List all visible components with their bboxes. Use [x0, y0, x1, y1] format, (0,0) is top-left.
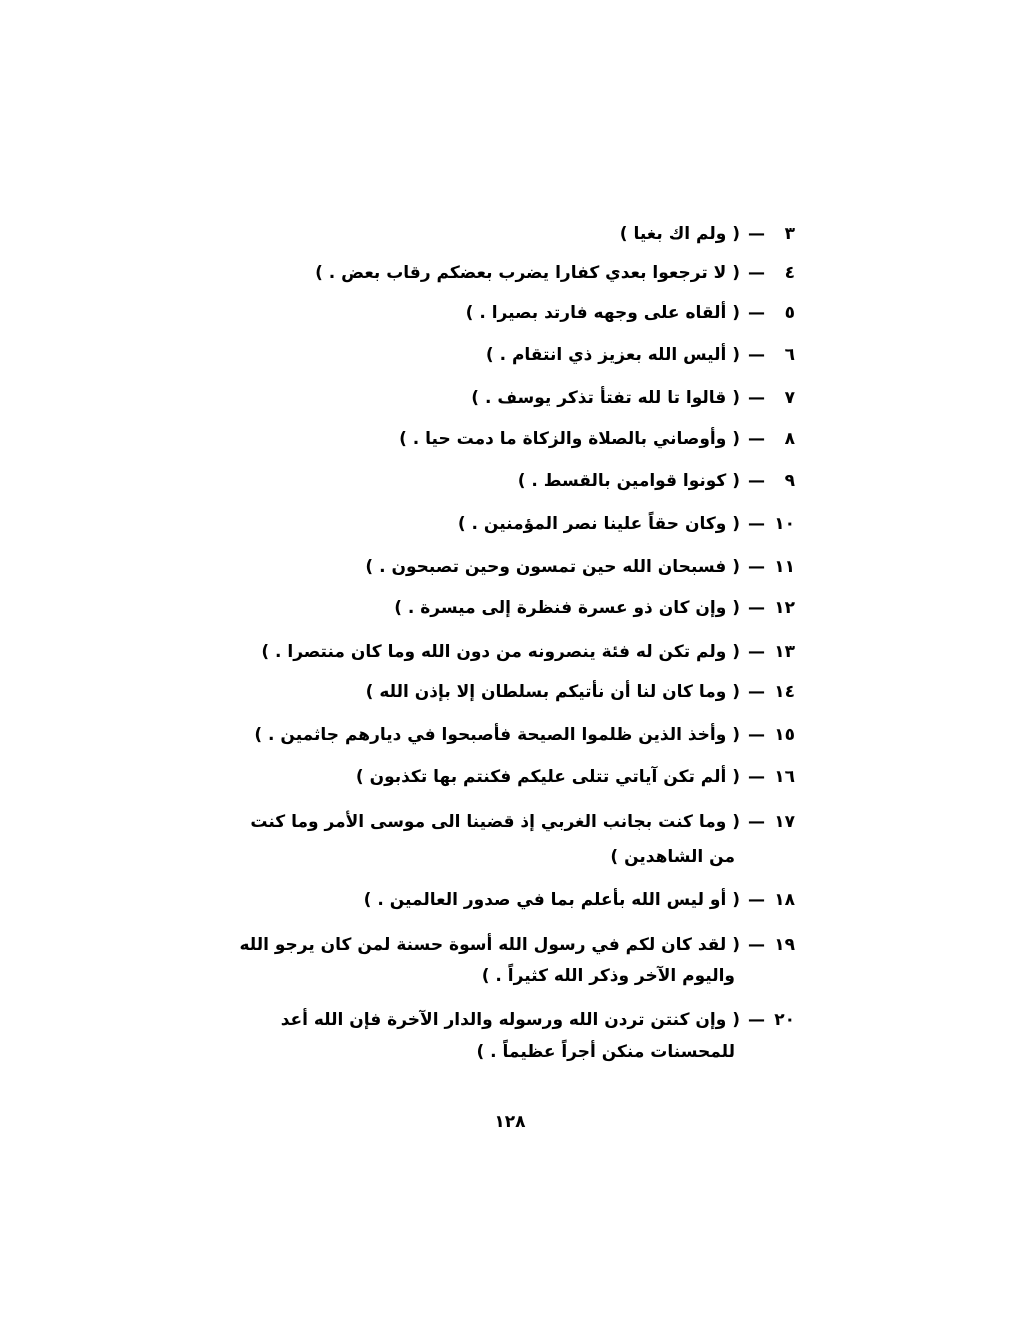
item-number: ٩	[784, 471, 795, 491]
item-text: ( وإن كنتن تردن الله ورسوله والدار الآخرة فإن الله أعد	[280, 1010, 740, 1030]
item-number: ١٨	[774, 890, 795, 910]
list-item-continuation: واليوم الآخر وذكر الله كثيراً . )	[481, 966, 735, 986]
list-item	[366, 678, 795, 706]
item-text: ( ولم تكن له فئة ينصرونه من دون الله وما كان منتصرا . )	[261, 642, 740, 662]
item-text: ( لقد كان لكم في رسول الله أسوة حسنة لمن كان يرجو الله	[239, 935, 740, 955]
list-item	[486, 341, 795, 369]
item-dash: —	[748, 263, 765, 283]
item-number: ٧	[784, 388, 795, 408]
list-item	[365, 553, 795, 581]
list-item	[261, 638, 795, 666]
item-dash: —	[748, 1010, 765, 1030]
item-number: ١٧	[774, 812, 795, 832]
item-number: ١٤	[774, 682, 795, 702]
list-item	[399, 425, 795, 453]
item-number: ٨	[784, 429, 795, 449]
list-item	[466, 299, 795, 327]
list-item	[471, 384, 795, 412]
list-item	[364, 886, 795, 914]
item-dash: —	[748, 642, 765, 662]
item-number: ٢٠	[774, 1010, 795, 1030]
item-text: ( وما كنت بجانب الغربي إذ قضينا الى موسى الأمر وما كنت	[250, 812, 740, 832]
item-dash: —	[748, 224, 765, 244]
list-item	[458, 510, 795, 538]
list-item	[356, 763, 795, 791]
item-number: ٣	[784, 224, 795, 244]
list-item-continuation: للمحسنات منكن أجراً عظيماً . )	[476, 1042, 735, 1062]
list-item	[620, 220, 795, 248]
item-dash: —	[748, 388, 765, 408]
item-text: ( قالوا تا لله تفتأ تذكر يوسف . )	[471, 388, 740, 408]
item-dash: —	[748, 557, 765, 577]
item-dash: —	[748, 345, 765, 365]
item-text: ( كونوا قوامين بالقسط . )	[517, 471, 740, 491]
item-text: ( ألم تكن آياتي تتلى عليكم فكنتم بها تكذبون )	[355, 767, 740, 787]
item-number: ١٥	[774, 725, 795, 745]
item-dash: —	[748, 303, 765, 323]
item-text: ( وأوصاني بالصلاة والزكاة ما دمت حيا . )	[399, 429, 740, 449]
item-dash: —	[748, 725, 765, 745]
item-text: ( فسبحان الله حين تمسون وحين تصبحون . )	[365, 557, 740, 577]
item-number: ١٢	[774, 598, 795, 618]
item-text: ( ولم اك بغيا )	[619, 224, 740, 244]
item-text: ( لا ترجعوا بعدي كفارا يضرب بعضكم رقاب بعض . )	[315, 263, 740, 283]
item-number: ٤	[784, 263, 795, 283]
item-number: ١٣	[774, 642, 795, 662]
list-item	[239, 931, 795, 959]
item-dash: —	[748, 471, 765, 491]
item-dash: —	[748, 429, 765, 449]
item-number: ١٩	[774, 935, 795, 955]
item-dash: —	[748, 514, 765, 534]
page-number: ١٢٨	[494, 1112, 526, 1132]
list-item	[315, 259, 795, 287]
item-number: ١٠	[774, 514, 795, 534]
item-text: ( أليس الله بعزيز ذي انتقام . )	[485, 345, 740, 365]
item-text: ( وما كان لنا أن نأتيكم بسلطان إلا بإذن الله )	[365, 682, 740, 702]
item-number: ١١	[774, 557, 795, 577]
item-text: ( ألقاه على وجهه فارتد بصيرا . )	[465, 303, 740, 323]
list-item	[250, 808, 795, 836]
item-number: ٥	[784, 303, 795, 323]
item-dash: —	[748, 890, 765, 910]
list-item-continuation: من الشاهدين )	[610, 847, 735, 867]
item-text: ( وإن كان ذو عسرة فنظرة إلى ميسرة . )	[394, 598, 740, 618]
item-dash: —	[748, 812, 765, 832]
item-number: ١٦	[774, 767, 795, 787]
list-item	[518, 467, 795, 495]
item-dash: —	[748, 682, 765, 702]
item-text: ( وكان حقاً علينا نصر المؤمنين . )	[457, 514, 740, 534]
item-number: ٦	[784, 345, 795, 365]
list-item	[394, 594, 795, 622]
item-text: ( وأخذ الذين ظلموا الصيحة فأصبحوا في ديارهم جاثمين . )	[254, 725, 740, 745]
list-item	[254, 721, 795, 749]
item-dash: —	[748, 767, 765, 787]
item-dash: —	[748, 935, 765, 955]
list-item	[281, 1006, 795, 1034]
item-text: ( أو ليس الله بأعلم بما في صدور العالمين . )	[363, 890, 740, 910]
item-dash: —	[748, 598, 765, 618]
